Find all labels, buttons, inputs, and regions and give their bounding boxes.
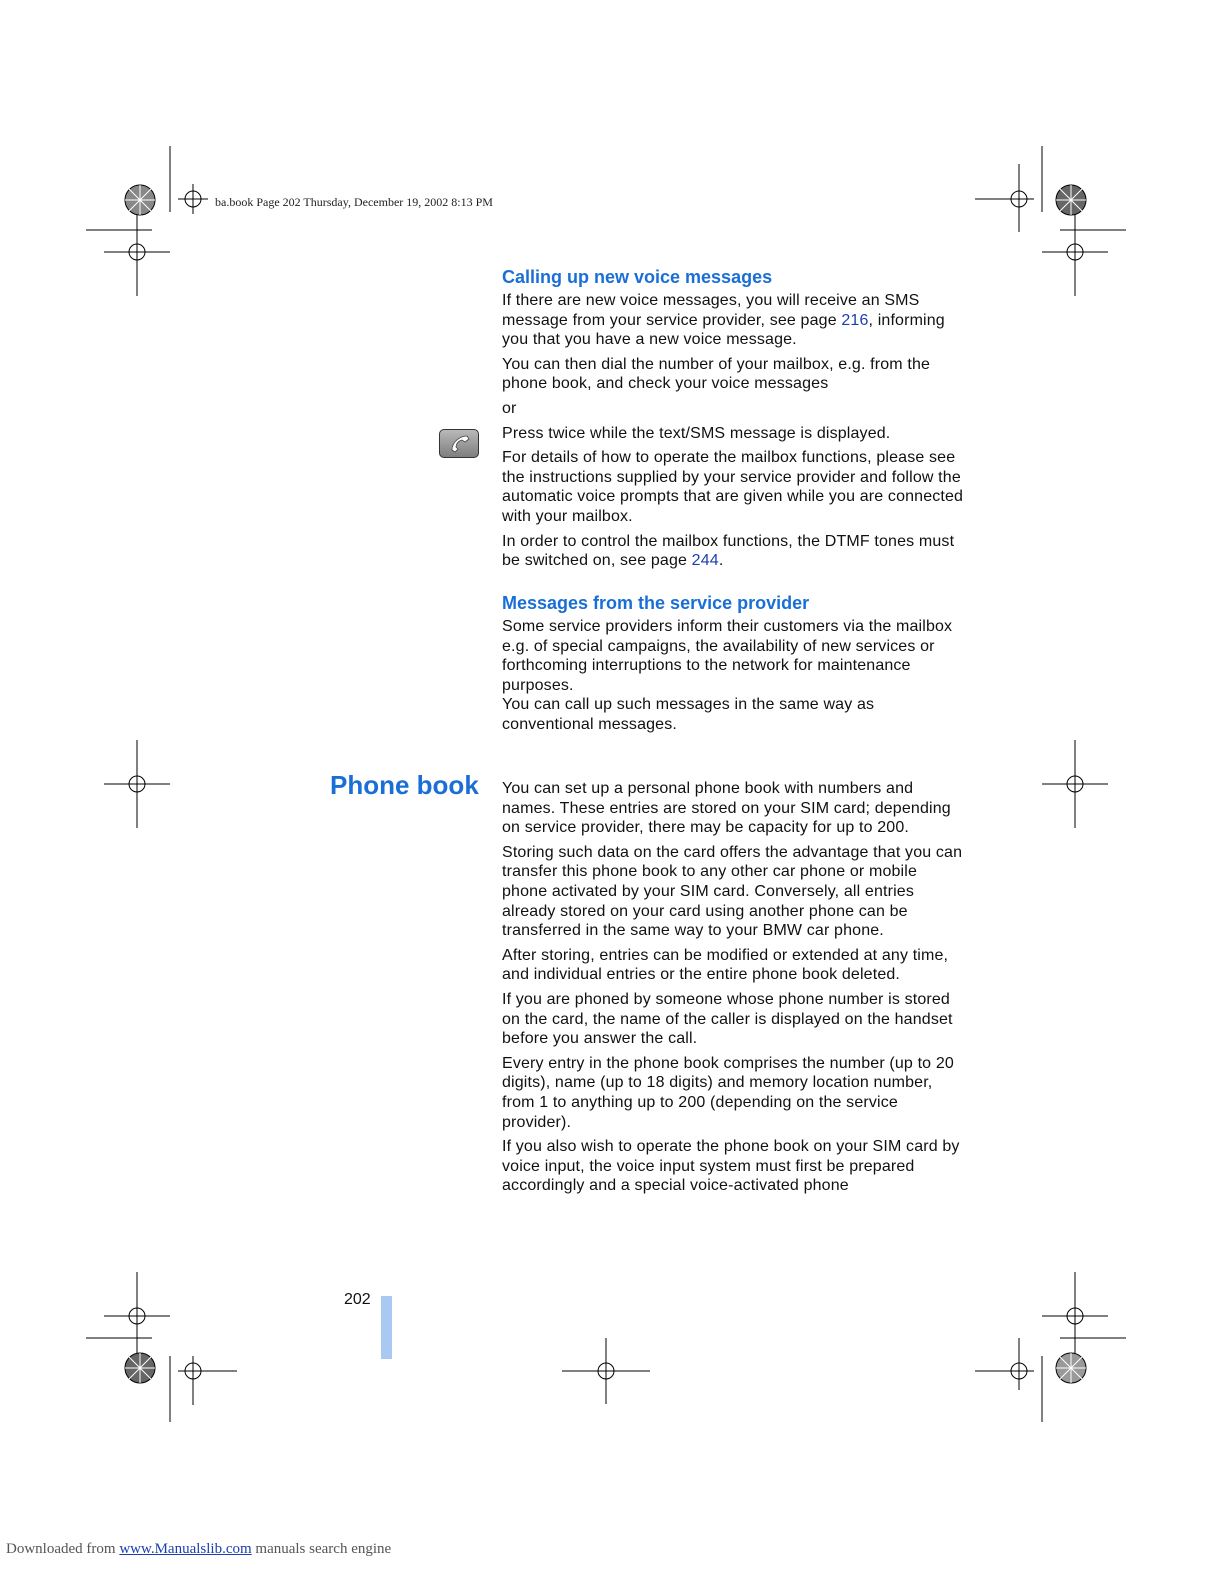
paragraph: Storing such data on the card offers the advantage that you can transfer this phone book to any other car phone or mobile phone activated by your SIM card. Conversely, all entries already stored on your card using another phone can be transferred in the same way to your BMW car phone. [502,843,963,940]
manualslib-link[interactable]: www.Manualslib.com [119,1541,252,1557]
print-header: ba.book Page 202 Thursday, December 19, 2002 8:13 PM [215,195,493,209]
download-footer: Downloaded from www.Manualslib.com manuals search engine [6,1541,392,1557]
paragraph: For details of how to operate the mailbox functions, please see the instructions supplied by your service provider and follow the automatic voice prompts that are given while you are connected with your mailbox. [502,449,964,525]
paragraph: Every entry in the phone book comprises the number (up to 20 digits), name (up to 18 digits) and memory location number, from 1 to anything up to 200 (depending on the service provider). [502,1054,954,1131]
paragraph: or [502,399,517,417]
section-title: Messages from the service provider [502,593,810,613]
paragraph: If there are new voice messages, you will receive an SMS message from your service provider, see page 216, informing you that you have a new voice message. [502,292,945,349]
paragraph: You can then dial the number of your mailbox, e.g. from the phone book, and check your voice messages [502,355,931,393]
section-phone-book [502,779,964,1201]
page-link-216[interactable]: 216 [841,311,869,329]
page-tab-bar [381,1296,392,1359]
page-number: 202 [344,1291,371,1308]
chapter-title: Phone book [330,770,479,800]
paragraph: In order to control the mailbox functions, the DTMF tones must be switched on, see page 244. [502,532,955,570]
section-title: Calling up new voice messages [502,267,773,287]
section-calling-voice-messages [502,266,964,576]
paragraph: After storing, entries can be modified or extended at any time, and individual entries or the entire phone book deleted. [502,946,949,984]
paragraph: If you are phoned by someone whose phone number is stored on the card, the name of the caller is displayed on the handset before you answer the call. [502,990,953,1048]
section-service-provider-messages [502,592,964,740]
page-link-244[interactable]: 244 [691,552,719,570]
paragraph: You can call up such messages in the same way as conventional messages. [502,696,875,733]
paragraph: Press twice while the text/SMS message is displayed. [502,424,891,442]
paragraph: You can set up a personal phone book with numbers and names. These entries are stored on your SIM card; depending on service provider, there may be capacity for up to 200. [502,780,951,837]
paragraph: Some service providers inform their customers via the mailbox e.g. of special campaigns, the availability of new services or forthcoming interruptions to the network for maintenance purposes. [502,618,953,694]
handset-icon [439,429,479,458]
paragraph: If you also wish to operate the phone book on your SIM card by voice input, the voice input system must first be prepared accordingly and a special voice-activated phone [502,1138,960,1195]
